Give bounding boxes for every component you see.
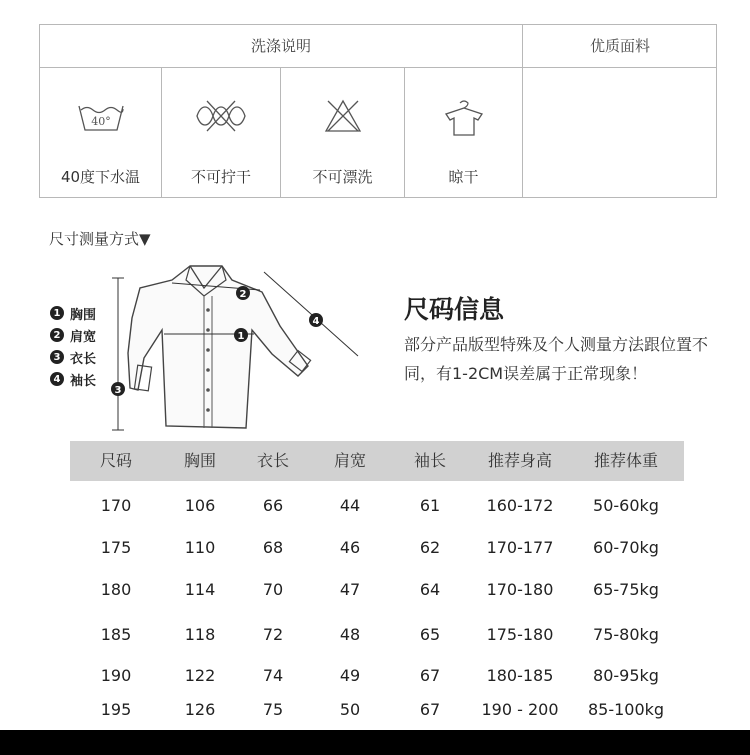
- wash-header-instructions: 洗涤说明: [250, 37, 311, 55]
- table-cell: 72: [262, 625, 284, 644]
- legend-label: 衣长: [70, 351, 97, 367]
- wash-header-fabric: 优质面料: [589, 37, 650, 55]
- svg-text:1: 1: [237, 331, 245, 342]
- table-cell: 126: [184, 700, 216, 719]
- table-row: [70, 575, 684, 605]
- table-cell: 67: [419, 666, 441, 685]
- table-cell: 62: [419, 538, 441, 557]
- column-header: 肩宽: [333, 451, 366, 470]
- table-cell: 85-100kg: [587, 700, 665, 719]
- table-cell: 106: [184, 496, 216, 515]
- table-cell: 61: [419, 496, 441, 515]
- table-cell: 44: [339, 496, 361, 515]
- svg-text:40°: 40°: [90, 115, 111, 128]
- legend-label: 胸围: [70, 307, 97, 323]
- table-cell: 48: [339, 625, 361, 644]
- wash-item-no-wring: [162, 68, 280, 198]
- table-cell: 60-70kg: [593, 538, 659, 557]
- svg-text:2: 2: [239, 289, 247, 300]
- legend-label: 袖长: [70, 373, 97, 389]
- wash-item-40-degrees: [40, 68, 161, 198]
- table-cell: 75-80kg: [593, 625, 659, 644]
- table-row: [70, 661, 684, 691]
- no-bleach-icon: [323, 98, 363, 134]
- table-cell: 64: [419, 580, 441, 599]
- column-header: 尺码: [99, 451, 132, 470]
- table-cell: 68: [262, 538, 284, 557]
- divider: [522, 25, 523, 197]
- measurement-method-label: 尺寸测量方式▼: [49, 230, 151, 248]
- wash-40-icon: [76, 98, 126, 134]
- table-cell: 65-75kg: [593, 580, 659, 599]
- legend-item-sleeve: [50, 368, 96, 390]
- table-row: [70, 620, 684, 650]
- table-cell: 190: [100, 666, 132, 685]
- table-cell: 175: [100, 538, 132, 557]
- marker-badge: 1: [50, 306, 64, 320]
- table-cell: 180: [100, 580, 132, 599]
- hang-dry-icon: [442, 98, 486, 138]
- measurement-legend: [50, 302, 96, 390]
- table-cell: 74: [262, 666, 284, 685]
- table-cell: 195: [100, 700, 132, 719]
- legend-item-shoulder: [50, 324, 96, 346]
- table-cell: 66: [262, 496, 284, 515]
- column-header: 衣长: [256, 451, 289, 470]
- table-row: [70, 695, 684, 725]
- no-wring-icon: [193, 98, 249, 134]
- bottom-bar: [0, 730, 750, 755]
- column-header: 袖长: [413, 451, 446, 470]
- legend-item-length: [50, 346, 96, 368]
- table-row: [70, 491, 684, 521]
- table-cell: 75: [262, 700, 284, 719]
- svg-text:4: 4: [312, 316, 320, 327]
- table-cell: 122: [184, 666, 216, 685]
- table-cell: 170-180: [486, 580, 554, 599]
- table-cell: 190 - 200: [481, 700, 559, 719]
- wash-item-no-bleach: [281, 68, 404, 198]
- table-cell: 65: [419, 625, 441, 644]
- table-cell: 50-60kg: [593, 496, 659, 515]
- table-cell: 50: [339, 700, 361, 719]
- legend-item-chest: [50, 302, 96, 324]
- table-cell: 49: [339, 666, 361, 685]
- wash-item-hang-dry: [405, 68, 522, 198]
- wash-instructions-table: [39, 24, 717, 198]
- marker-badge: 3: [50, 350, 64, 364]
- table-cell: 67: [419, 700, 441, 719]
- size-info-description: 部分产品版型特殊及个人测量方法跟位置不同，有1-2CM误差属于正常现象！: [404, 335, 709, 383]
- size-table-header: [70, 441, 684, 481]
- wash-item-label: 不可拧干: [190, 168, 251, 186]
- table-cell: 110: [184, 538, 216, 557]
- table-cell: 175-180: [486, 625, 554, 644]
- svg-text:3: 3: [114, 385, 122, 396]
- legend-label: 肩宽: [70, 329, 97, 345]
- column-header: 推荐体重: [593, 451, 658, 470]
- wash-item-label: 40度下水温: [60, 168, 141, 186]
- marker-badge: 4: [50, 372, 64, 386]
- column-header: 推荐身高: [487, 451, 552, 470]
- marker-badge: 2: [50, 328, 64, 342]
- table-cell: 118: [184, 625, 216, 644]
- size-info-title: 尺码信息: [404, 295, 505, 324]
- table-cell: 70: [262, 580, 284, 599]
- table-cell: 114: [184, 580, 216, 599]
- column-header: 胸围: [183, 451, 216, 470]
- wash-item-label: 晾干: [448, 168, 479, 186]
- table-cell: 80-95kg: [593, 666, 659, 685]
- table-cell: 46: [339, 538, 361, 557]
- wash-item-label: 不可漂洗: [312, 168, 373, 186]
- table-cell: 160-172: [486, 496, 554, 515]
- table-cell: 170: [100, 496, 132, 515]
- table-cell: 47: [339, 580, 361, 599]
- table-cell: 180-185: [486, 666, 554, 685]
- table-cell: 170-177: [486, 538, 554, 557]
- table-cell: 185: [100, 625, 132, 644]
- table-row: [70, 533, 684, 563]
